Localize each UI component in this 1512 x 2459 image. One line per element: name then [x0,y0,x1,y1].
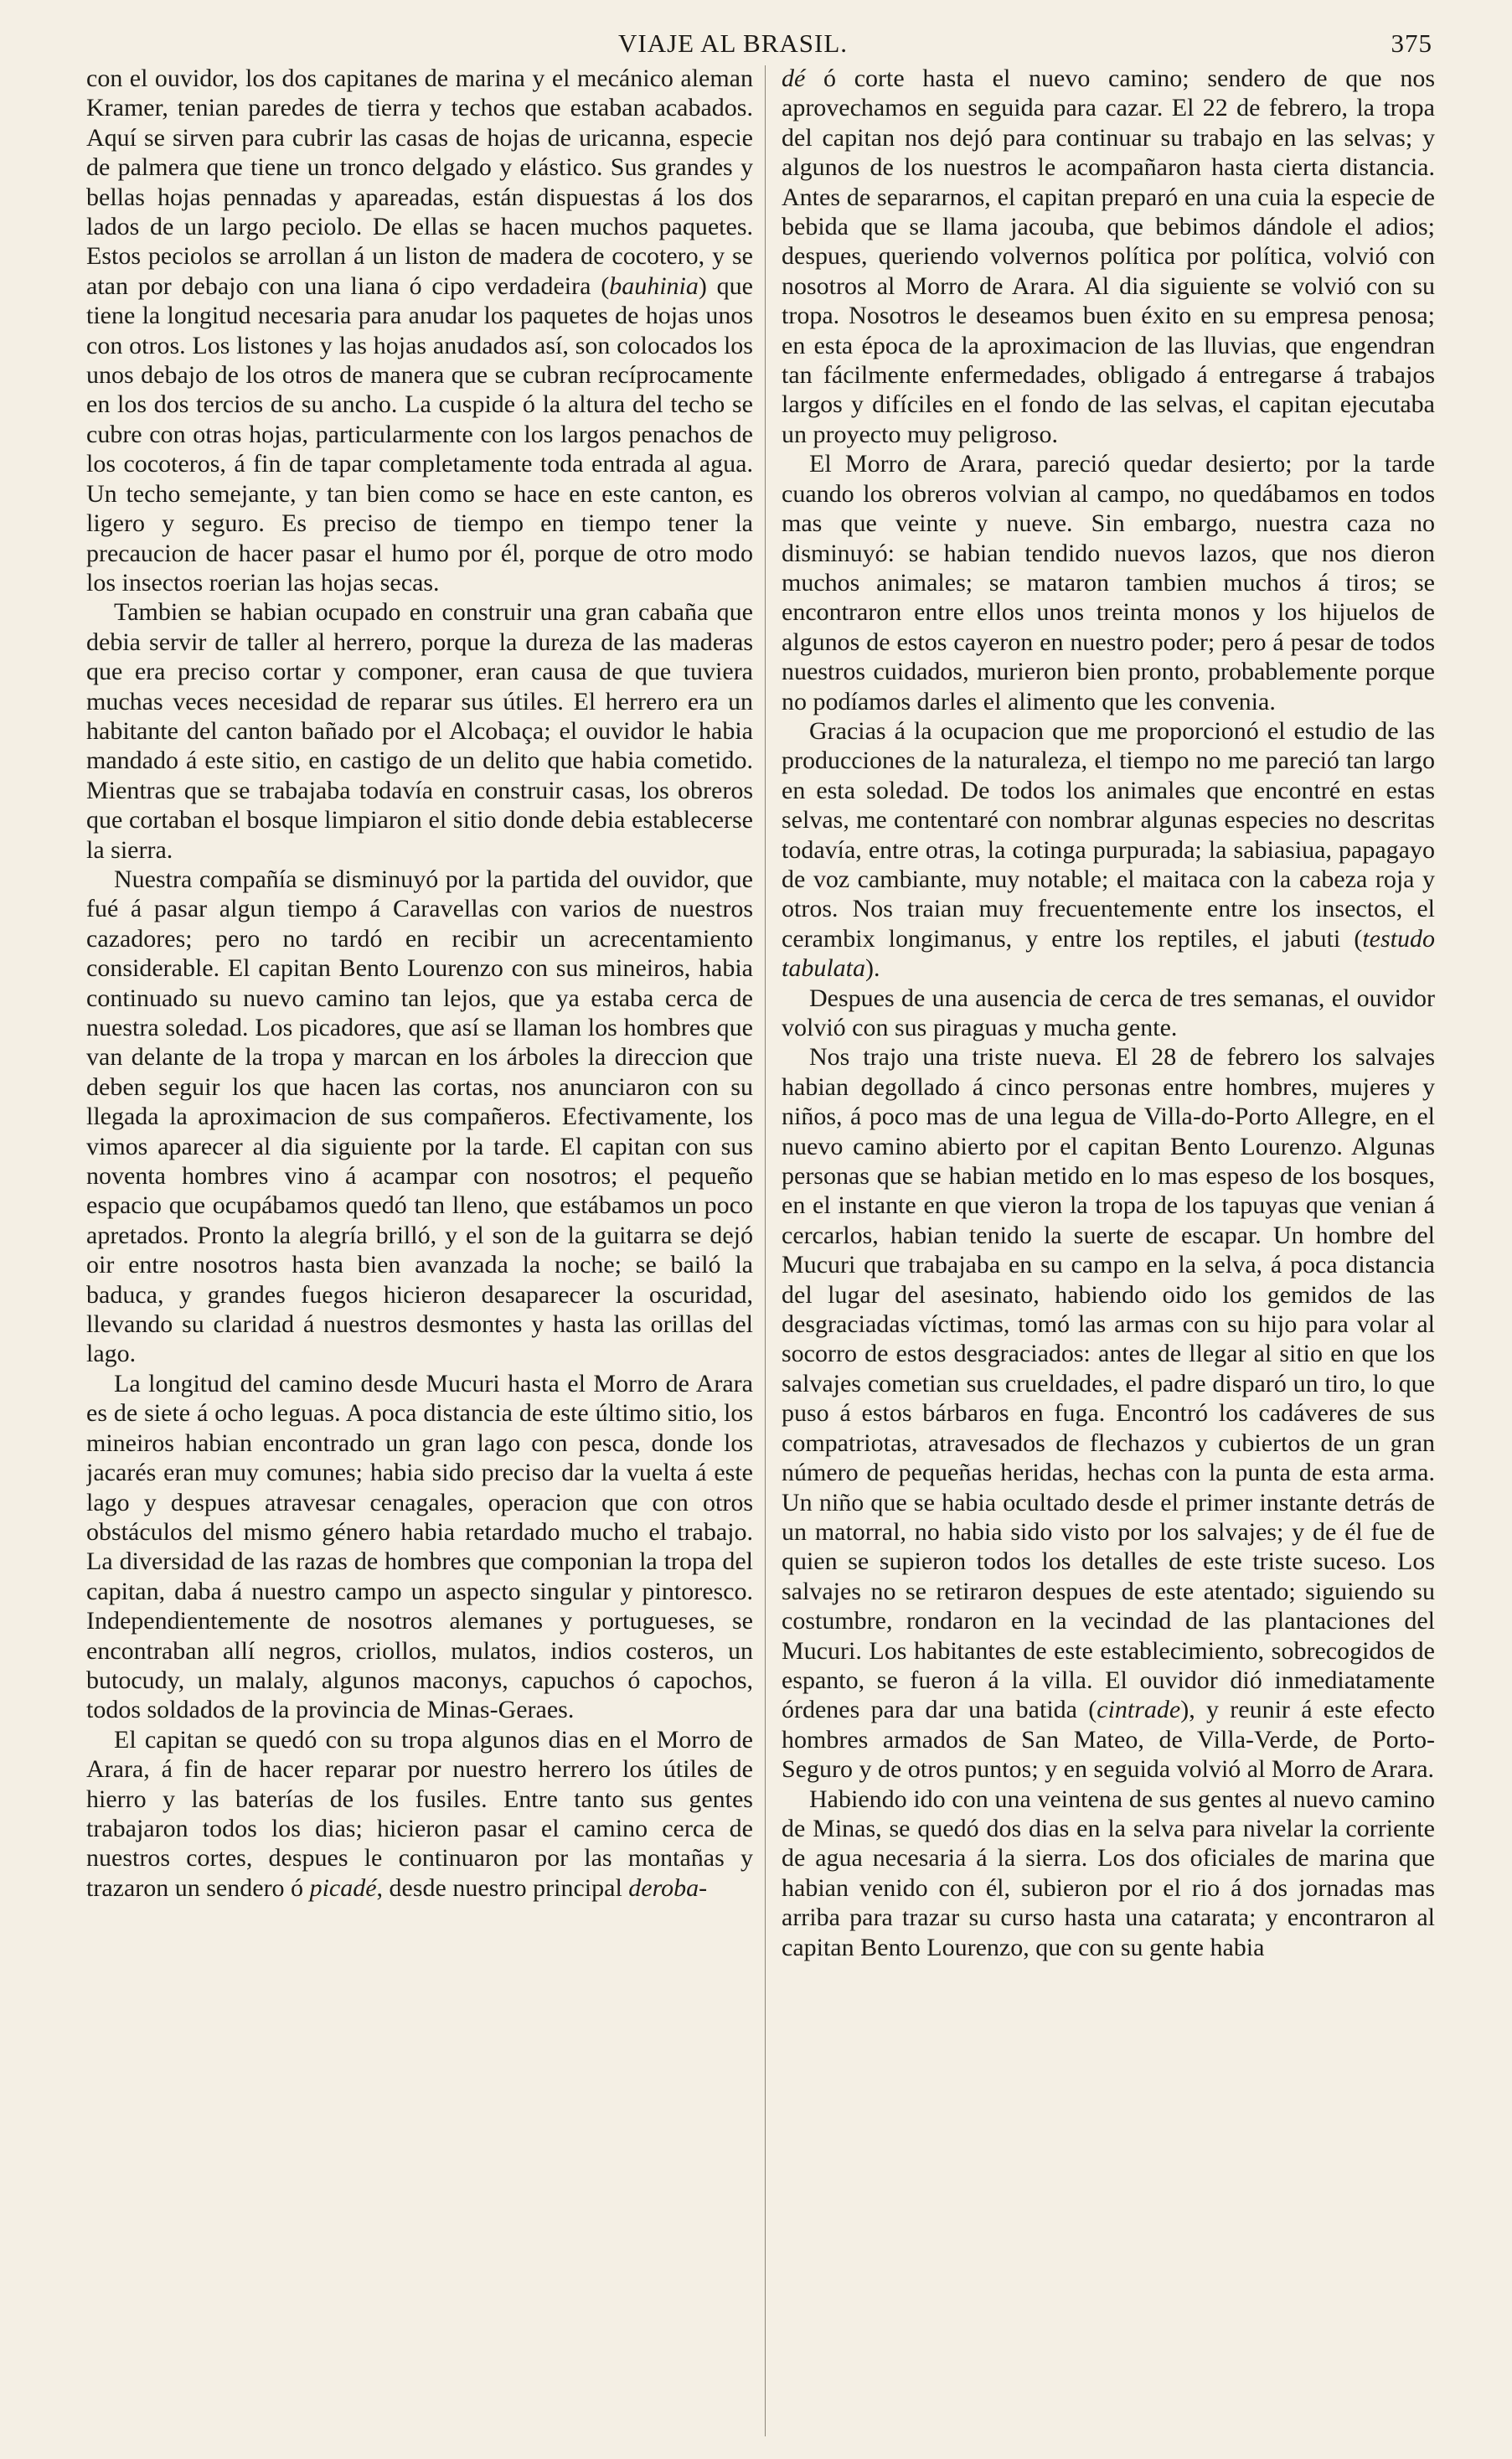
text-run: Nos trajo una triste nueva. El 28 de febrero los salvajes habian degollado á cinco personas entre hombres, mujeres y niños, á poco mas de una legua de Villa-do-Porto Allegre, en el nuevo camino abierto por el capitan Bento Lourenzo. Algunas personas que se habian metido en lo mas espeso de los bosques, en el instante en que vieron la tropa de los tapuyas que venian á cercarlos, habian tenido la suerte de escapar. Un hombre del Mucuri que trabajaba en su campo en la selva, á poca distancia del lugar del asesinato, habiendo oido los gemidos de las desgraciadas víctimas, tomó las armas con su hijo para volar al socorro de estos desgraciados: antes de llegar al sitio en que los salvajes cometian sus crueldades, el padre disparó un tiro, lo que puso á estos bárbaros en fuga. Encontró los cadáveres de sus compatriotas, atravesados de flechazos y cubiertos de un gran número de pequeñas heridas, hechas con la punta de esta arma. Un niño que se habia ocultado desde el primer instante detrás de un matorral, no habia sido visto por los salvajes; y de él fue de quien se supieron todos los detalles de este triste suceso. Los salvajes no se retiraron despues de este atentado; siguiendo su costumbre, rondaron en la vecindad de las plantaciones del Mucuri. Los habitantes de este establecimiento, sobrecogidos de espanto, se fueron á la villa. El ouvidor dió inmediatamente órdenes para dar una batida ( [782,1043,1435,1724]
paragraph [782,64,1435,449]
running-head [0,28,1512,62]
paragraph [782,984,1435,1043]
text-run: Habiendo ido con una veintena de sus gentes al nuevo camino de Minas, se quedó dos dias en la selva para nivelar la corriente de agua necesaria á la sierra. Los dos oficiales de marina que habian venido con él, subieron por el rio á dos jornadas mas arriba para trazar su curso hasta una catarata; y encontraron al capitan Bento Lourenzo, que con su gente habia [782,1785,1435,1961]
column-divider [765,65,766,2436]
text-run: ó corte hasta el nuevo camino; sendero de que nos aprovechamos en seguida para cazar. El 22 de febrero, la tropa del capitan nos dejó para continuar su trabajo en las selvas; y algunos de los nuestros le acompañaron hasta cierta distancia. Antes de separarnos, el capitan preparó en una cuia la especie de bebida que se llama jacouba, que bebimos dándole el adios; despues, queriendo volvernos política por política, volvió con nosotros al Morro de Arara. Al dia siguiente se volvió con su tropa. Nosotros le deseamos buen éxito en su empresa penosa; en esta época de la aproximacion de las lluvias, que engendran tan fácilmente enfermedades, obligado á entregarse á trabajos largos y difíciles en el fondo de las selvas, el capitan ejecutaba un proyecto muy peligroso. [782,65,1435,448]
paragraph [86,597,753,865]
right-text-column [782,64,1435,2436]
paragraph [782,716,1435,984]
text-run: Nuestra compañía se disminuyó por la partida del ouvidor, que fué á pasar algun tiempo á Caravellas con varios de nuestros cazadores; pero no tardó en recibir un acrecentamiento considerable. El capitan Bento Lourenzo con sus mineiros, habia continuado su nuevo camino tan lejos, que ya estaba cerca de nuestra soledad. Los picadores, que así se llaman los hombres que van delante de la tropa y marcan en los árboles la direccion que deben seguir los que hacen las cortas, nos anunciaron con su llegada la aproximacion de sus compañeros. Efectivamente, los vimos aparecer al dia siguiente por la tarde. El capitan con sus noventa hombres vino á acampar con nosotros; el pequeño espacio que ocupábamos quedó tan lleno, que estábamos un poco apretados. Pronto la alegría brilló, y el son de la guitarra se dejó oir entre nosotros hasta bien avanzada la noche; se bailó la baduca, y grandes fuegos hicieron desaparecer la oscuridad, llevando su claridad á nuestros desmontes y hasta las orillas del lago. [86,865,753,1368]
text-run: ). [865,954,880,983]
italic-text: picadé [309,1873,377,1902]
text-run: con el ouvidor, los dos capitanes de marina y el mecánico aleman Kramer, tenian paredes de tierra y techos que estaban acabados. Aquí se sirven para cubrir las casas de hojas de uricanna, especie de palmera que tiene un tronco delgado y elástico. Sus grandes y bellas hojas pennadas y apareadas, están dispuestas á los dos lados de un largo peciolo. De ellas se hacen muchos paquetes. Estos peciolos se arrollan á un liston de madera de cocotero, y se atan por debajo con una liana ó cipo verdadeira ( [86,65,753,300]
italic-text: bauhinia [609,271,699,300]
text-run: Despues de una ausencia de cerca de tres semanas, el ouvidor volvió con sus piraguas y mucha gente. [782,984,1435,1041]
paragraph [86,1725,753,1903]
italic-text: testudo tabulata [782,924,1435,983]
italic-text: cintrade [1097,1696,1181,1724]
paragraph [86,865,753,1369]
text-run: Tambien se habian ocupado en construir una gran cabaña que debia servir de taller al herrero, porque la dureza de las maderas que era preciso cortar y componer, eran causa de que tuviera muchas veces necesidad de reparar sus útiles. El herrero era un habitante del canton bañado por el Alcobaça; el ouvidor le habia mandado á este sitio, en castigo de un delito que habia cometido. Mientras que se trabajaba todavía en construir casas, los obreros que cortaban el bosque limpiaron el sitio donde debia establecerse la sierra. [86,598,753,864]
text-run: ) que tiene la longitud necesaria para anudar los paquetes de hojas unos con otros. Los listones y las hojas anudados así, son colocados los unos debajo de los otros de manera que se cubran recíprocamente en los dos tercios de su ancho. La cuspide ó la altura del techo se cubre con otras hojas, particularmente con los largos penachos de los cocoteros, á fin de tapar completamente toda entrada al agua. Un techo semejante, y tan bien como se hace en este canton, es ligero y seguro. Es preciso de tiempo en tiempo tener la precaucion de hacer pasar el humo por él, porque de otro modo los insectos roerian las hojas secas. [86,271,753,597]
italic-text: dé [782,65,806,92]
text-run: El Morro de Arara, pareció quedar desierto; por la tarde cuando los obreros volvian al campo, no quedábamos en todos mas que veinte y nueve. Sin embargo, nuestra caza no disminuyó: se habian tendido nuevos lazos, que nos dieron muchos animales; se mataron tambien muchos á tiros; se encontraron entre ellos unos treinta monos y los hijuelos de algunos de estos cayeron en nuestro poder; pero á pesar de todos nuestros cuidados, murieron bien pronto, probablemente porque no podíamos darles el alimento que les convenia. [782,450,1435,715]
running-title: VIAJE AL BRASIL. [618,28,849,58]
text-run: , desde nuestro principal [376,1873,629,1902]
paragraph [782,1042,1435,1784]
page-number: 375 [1391,28,1432,58]
text-run: El capitan se quedó con su tropa algunos dias en el Morro de Arara, á fin de hacer reparar por nuestro herrero los útiles de hierro y las baterías de los fusiles. Entre tanto sus gentes trabajaron todos los dias; hicieron pasar el camino cerca de nuestros cortes, despues le continuaron por las montañas y trazaron un sendero ó [86,1725,753,1902]
paragraph [782,449,1435,716]
text-run: La longitud del camino desde Mucuri hasta el Morro de Arara es de siete á ocho leguas. A poca distancia de este último sitio, los mineiros habian encontrado un gran lago con pesca, donde los jacarés eran muy comunes; habia sido preciso dar la vuelta á este lago y despues atravesar cenagales, operacion que con otros obstáculos del mismo género habia retardado mucho el trabajo. La diversidad de las razas de hombres que componian la tropa del capitan, daba á nuestro campo un aspecto singular y pintoresco. Independientemente de nosotros alemanes y portugueses, se encontraban allí negros, criollos, mulatos, indios costeros, un butocudy, un malaly, algunos maconys, capuchos ó capochos, todos soldados de la provincia de Minas-Geraes. [86,1369,753,1724]
paragraph [86,1369,753,1725]
italic-text: deroba- [628,1873,708,1902]
paragraph [86,64,753,597]
paragraph [782,1785,1435,1962]
text-run: ), y reunir á este efecto hombres armados de San Mateo, de Villa-Verde, de Porto-Seguro y de otros puntos; y en seguida volvió al Morro de Arara. [782,1696,1435,1784]
left-text-column [86,64,753,2436]
text-run: Gracias á la ocupacion que me proporcionó el estudio de las producciones de la naturaleza, el tiempo no me pareció tan largo en esta soledad. De todos los animales que encontré en estas selvas, me contentaré con nombrar algunas especies no descritas todavía, entre otras, la cotinga purpurada; la sabiasiua, papagayo de voz cambiante, muy notable; el maitaca con la cabeza roja y otros. Nos traian muy frecuentemente entre los insectos, el cerambix longimanus, y entre los reptiles, el jabuti ( [782,716,1435,953]
